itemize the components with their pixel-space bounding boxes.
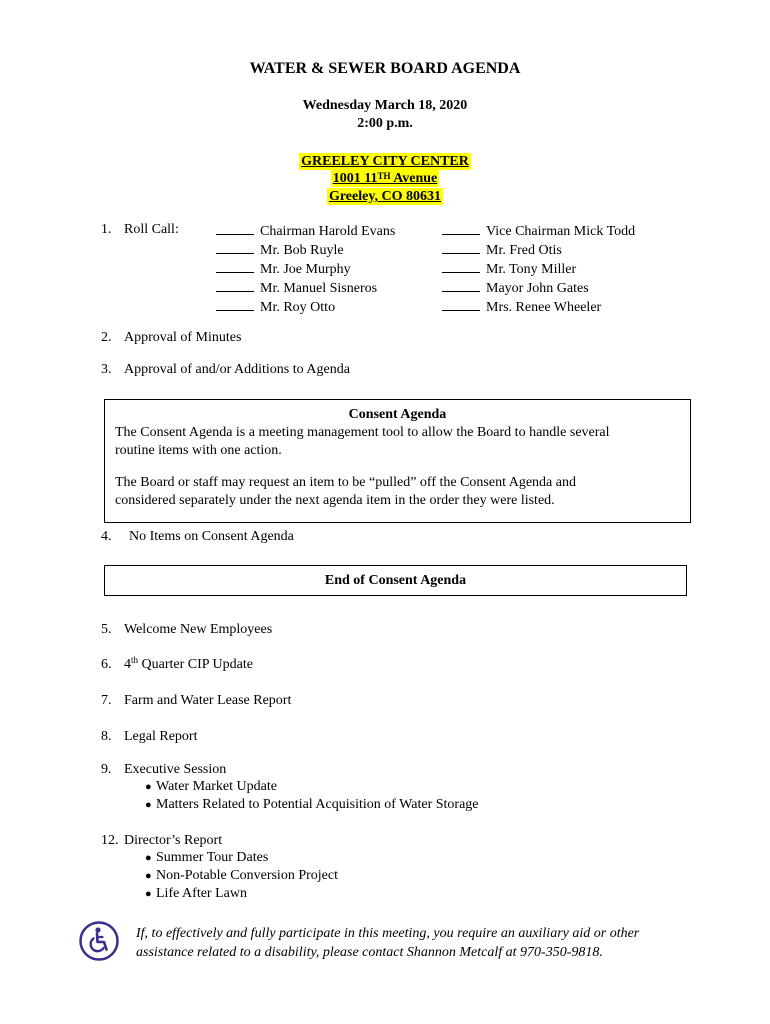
agenda-item-welcome: 5. Welcome New Employees — [101, 622, 273, 637]
location-city-row — [0, 187, 770, 205]
agenda-item-executive-session: 9. Executive Session — [101, 762, 227, 777]
location-address-row — [0, 169, 770, 187]
meeting-time: 2:00 p.m. — [357, 116, 413, 131]
roll-call-right-column — [442, 222, 635, 317]
roll-call-member: Vice Chairman Mick Todd — [442, 222, 635, 241]
sub-item: ● Life After Lawn — [145, 886, 247, 901]
wheelchair-accessibility-icon — [79, 921, 119, 961]
meeting-date: Wednesday March 18, 2020 — [302, 98, 468, 113]
agenda-item-approval-agenda: 3. Approval of and/or Additions to Agenda — [101, 362, 350, 377]
roll-call-member: Mayor John Gates — [442, 279, 635, 298]
consent-agenda-box — [104, 399, 691, 523]
location-name: GREELEY CITY CENTER — [301, 154, 469, 169]
page-title: WATER & SEWER BOARD AGENDA — [249, 60, 521, 77]
agenda-item-approval-minutes: 2. Approval of Minutes — [101, 330, 242, 345]
agenda-item-cip: 6. 4th Quarter CIP Update — [101, 655, 253, 672]
agenda-item-farm-lease: 7. Farm and Water Lease Report — [101, 693, 292, 708]
agenda-item-no-items: 4. No Items on Consent Agenda — [101, 529, 294, 544]
end-consent-agenda-box: End of Consent Agenda — [104, 565, 687, 596]
agenda-item-legal: 8. Legal Report — [101, 729, 198, 744]
roll-call-member: Mr. Fred Otis — [442, 241, 635, 260]
accessibility-notice: If, to effectively and fully participate in this meeting, you require an auxiliary aid or other assistance related to a disability, please contact Shannon Metcalf at 970-350-9818. — [136, 926, 640, 960]
location-city: Greeley, CO 80631 — [328, 189, 442, 204]
roll-call-label: 1. Roll Call: — [101, 222, 179, 237]
roll-call-member: Mr. Joe Murphy — [216, 260, 395, 279]
sub-item: ● Water Market Update — [145, 779, 277, 794]
agenda-item-directors-report: 12. Director’s Report — [101, 833, 223, 848]
consent-text: routine items with one action. — [115, 443, 282, 458]
consent-agenda-heading: Consent Agenda — [348, 407, 447, 422]
sub-item: ● Matters Related to Potential Acquisition of Water Storage — [145, 797, 479, 812]
roll-call-member: Mr. Roy Otto — [216, 298, 395, 317]
roll-call-member: Mrs. Renee Wheeler — [442, 298, 635, 317]
roll-call-member: Mr. Tony Miller — [442, 260, 635, 279]
sub-item: ● Summer Tour Dates — [145, 850, 269, 865]
location-name-row — [0, 152, 770, 170]
roll-call-member: Mr. Manuel Sisneros — [216, 279, 395, 298]
consent-text: considered separately under the next agenda item in the order they were listed. — [115, 493, 555, 508]
roll-call-member: Mr. Bob Ruyle — [216, 241, 395, 260]
roll-call-left-column — [216, 222, 395, 317]
roll-call-member: Chairman Harold Evans — [216, 222, 395, 241]
sub-item: ● Non-Potable Conversion Project — [145, 868, 338, 883]
location-address: 1001 11TH Avenue — [332, 171, 438, 186]
consent-text: The Board or staff may request an item to be “pulled” off the Consent Agenda and — [115, 475, 576, 490]
consent-text: The Consent Agenda is a meeting management tool to allow the Board to handle several — [115, 425, 610, 440]
